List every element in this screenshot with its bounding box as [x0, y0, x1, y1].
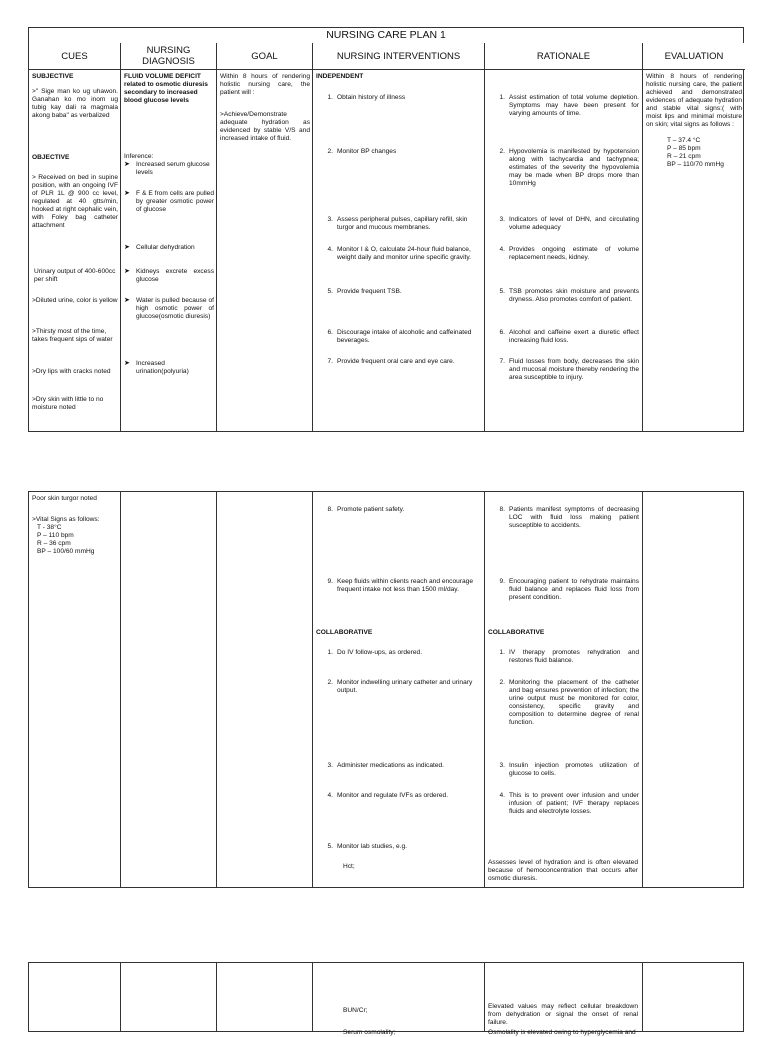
goal-text: Within 8 hours of rendering holistic nursing care, the patient will :	[220, 73, 310, 96]
objective-item: >Diluted urine, color is yellow	[32, 297, 118, 304]
cue-vital: BP – 100/60 mmHg	[37, 548, 95, 555]
inference-label: Inference:	[124, 153, 154, 160]
evaluation-vital: T – 37.4 °C	[667, 137, 701, 144]
col-evaluation	[643, 963, 745, 1031]
cue-vital: R – 36 cpm	[37, 540, 71, 547]
arrow-bullet-icon: ➤	[124, 360, 130, 367]
arrow-bullet-icon: ➤	[124, 244, 130, 251]
subjective-text: >" Sige man ko ug uhawon. Ganahan ko mo inom ug tubig kay dali ra magmala akong baba" as verbalized	[32, 88, 118, 119]
lab-study-osmolality: Serum osmolality;	[343, 1029, 396, 1036]
evaluation-vital: BP – 110/70 mmHg	[667, 161, 724, 168]
objective-label: OBJECTIVE	[32, 154, 70, 161]
care-plan-table-page-3	[28, 962, 744, 1036]
rationale-osmolality: Osmolality is elevated owing to hyperglycemia and	[488, 1029, 636, 1036]
evaluation-text: Within 8 hours of rendering holistic nursing care, the patient achieved and demonstrated evidences of adequate hydration and stable vital signs:( with moist lips and minimal moisture on skin; vital signs as follows :	[646, 73, 742, 128]
collaborative-label: COLLABORATIVE	[488, 629, 545, 636]
header-cues: CUES	[29, 43, 121, 70]
inference-item: ➤ Kidneys excrete excess glucose	[124, 268, 214, 283]
diagnosis-main: FLUID VOLUME DEFICIT related to osmotic diuresis secondary to increased blood glucose levels	[124, 73, 208, 104]
cue-item: >Vital Signs as follows:	[32, 516, 100, 523]
col-cues	[29, 963, 121, 1031]
rationale-hct: Assesses level of hydration and is often elevated because of hemoconcentration that occurs after osmotic diuresis.	[488, 859, 638, 882]
header-rationale: RATIONALE	[485, 43, 643, 70]
objective-item: > Received on bed in supine position, with an ongoing IVF of PLR 1L @ 900 cc level, regulated at 40 gtts/min, hooked at right cephalic vein, with Foley bag catheter attachment	[32, 174, 118, 229]
inference-item: ➤ F & E from cells are pulled by greater osmotic power of glucose	[124, 190, 214, 213]
care-plan-table-page-1: NURSING CARE PLAN 1 CUES NURSING DIAGNOSIS GOAL NURSING INTERVENTIONS RATIONALE EVALUATION SUBJECTIVE >" Sige man ko ug uhawon. Ganahan ko mo inom ug tubig kay dali ra magmala akong baba" as verbalized OBJECTIVE > Received on bed in supine position, with an ongoing IVF of PLR 1L @ 900 cc level, regulated at 40 gtts/min, hooked at right cephalic vein, with Foley bag catheter attachment Urinary output of 400-600cc per shift >Diluted urine, color is yellow >Thirsty most of the time, takes frequent sips of water >Dry lips with cracks noted >Dry skin with little to no moisture noted FLUID VOLUME DEFICIT related to osmotic diuresis secondary to increased blood glucose levels Inference: ➤ Increased serum glucose levels ➤ F & E from cells are pulled by greater osmotic power of glucose ➤ Cellular dehydration ➤ Kidneys excrete excess glucose ➤ Water is pulled because of high osmotic power of glucose(osmotic diuresis) ➤ Increased urination(polyuria) Within 8 hours of rendering holistic nursing care, the patient will : >Achieve/Demonstrate adequate hydration as evidenced by stable V/S and increased intake of fluid. INDEPENDENT 1. Obtain history of illness 2. Monitor BP changes 3. Assess peripheral pulses, capillary refill, skin turgor and mucous membranes. 4. Monitor I & O, calculate 24-hour fluid balance, weight daily and monitor urine specific gravity. 5. Provide frequent TSB. 6. Discourage intake of alcoholic and caffeinated beverages. 7. Provide frequent oral care and eye care. 1. Assist estimation of total volume depletion. Symptoms may have been present for varying amounts of time. 2. Hypovolemia is manifested by hypotension along with tachycardia and tachypnea; estimates of the severity the hypovolemia may be made when BP drops more than 10mmHg 3. Indicators of level of DHN, and circulating volume adequacy 4. Provides ongoing estimate of volume replacement needs, kidney. 5. TSB promotes skin moisture and prevents dryness. Also promotes comfort of patient. 6. Alcohol and caffeine exert a diuretic effect increasing fluid loss. 7. Fluid losses from body, decreases the skin and mucosal moisture thereby rendering the area susceptible to injury. Within 8 hours of rendering holistic nursing care, the patient achieved and demonstrated evidences of adequate hydration and stable vital signs:( with moist lips and minimal moisture on skin; vital signs as follows : T – 37.4 °C P – 85 bpm R – 21 cpm BP – 110/70 mmHg	[28, 27, 744, 432]
evaluation-vital: P – 85 bpm	[667, 145, 701, 152]
header-interventions: NURSING INTERVENTIONS	[313, 43, 485, 70]
col-interventions	[313, 963, 485, 1031]
arrow-bullet-icon: ➤	[124, 161, 130, 168]
evaluation-vital: R – 21 cpm	[667, 153, 701, 160]
cue-item: Poor skin turgor noted	[32, 495, 97, 502]
rationale-bun: Elevated values may reflect cellular breakdown from dehydration or signal the onset of renal failure.	[488, 1003, 638, 1026]
cue-vital: P – 110 bpm	[37, 532, 74, 539]
inference-item: ➤ Increased serum glucose levels	[124, 161, 210, 176]
lab-study-hct: Hct;	[343, 863, 355, 870]
objective-item: >Dry lips with cracks noted	[32, 368, 111, 375]
arrow-bullet-icon: ➤	[124, 297, 130, 304]
inference-item: ➤ Water is pulled because of high osmotic power of glucose(osmotic diuresis)	[124, 297, 214, 320]
header-evaluation: EVALUATION	[643, 43, 745, 70]
inference-item: ➤ Cellular dehydration	[124, 244, 195, 251]
col-diagnosis	[121, 963, 217, 1031]
objective-item: >Dry skin with little to no moisture noted	[32, 396, 104, 411]
cue-vital: T - 38°C	[37, 524, 62, 531]
lab-study-bun: BUN/Cr;	[343, 1007, 368, 1014]
independent-label: INDEPENDENT	[316, 73, 364, 80]
care-plan-table-page-2: Poor skin turgor noted >Vital Signs as follows: T - 38°C P – 110 bpm R – 36 cpm BP – 100/60 mmHg 8. Promote patient safety. 9. Keep fluids within clients reach and encourage frequent intake not less than 1500 ml/day. COLLABORATIVE 1. Do IV follow-ups, as ordered. 2. Monitor indwelling urinary catheter and urinary output. 3. Administer medications as indicated. 4. Monitor and regulate IVFs as ordered. 5. Monitor lab studies, e.g. Hct; 8. Patients manifest symptoms of decreasing LOC with fluid loss making patient susceptible to accidents. 9. Encouraging patient to rehydrate maintains fluid balance and replaces fluid loss from present condition. COLLABORATIVE 1. IV therapy promotes rehydration and restores fluid balance. 2. Monitoring the placement of the catheter and bag ensures prevention of infection; the urine output must be monitored for color, consistency, specific gravity and composition to determine degree of renal function. 3. Insulin injection promotes utilization of glucose to cells. 4. This is to prevent over infusion and under infusion of patient; IVF therapy replaces fluids and electrolyte losses. Assesses level of hydration and is often elevated because of hemoconcentration that occurs after osmotic diuresis.	[28, 491, 744, 888]
objective-item: >Thirsty most of the time, takes frequent sips of water	[32, 328, 113, 343]
header-diagnosis: NURSING DIAGNOSIS	[121, 43, 217, 70]
goal-text: >Achieve/Demonstrate adequate hydration as evidenced by stable V/S and increased intake of fluid.	[220, 111, 310, 142]
subjective-label: SUBJECTIVE	[32, 73, 74, 80]
header-goal: GOAL	[217, 43, 313, 70]
col-goal	[217, 492, 313, 887]
col-goal	[217, 963, 313, 1031]
arrow-bullet-icon: ➤	[124, 190, 130, 197]
inference-item: ➤ Increased urination(polyuria)	[124, 360, 189, 375]
table-title: NURSING CARE PLAN 1	[29, 28, 743, 44]
collaborative-label: COLLABORATIVE	[316, 629, 373, 636]
arrow-bullet-icon: ➤	[124, 268, 130, 275]
col-diagnosis	[121, 492, 217, 887]
objective-item: Urinary output of 400-600cc per shift	[34, 268, 116, 283]
col-evaluation	[643, 492, 745, 887]
